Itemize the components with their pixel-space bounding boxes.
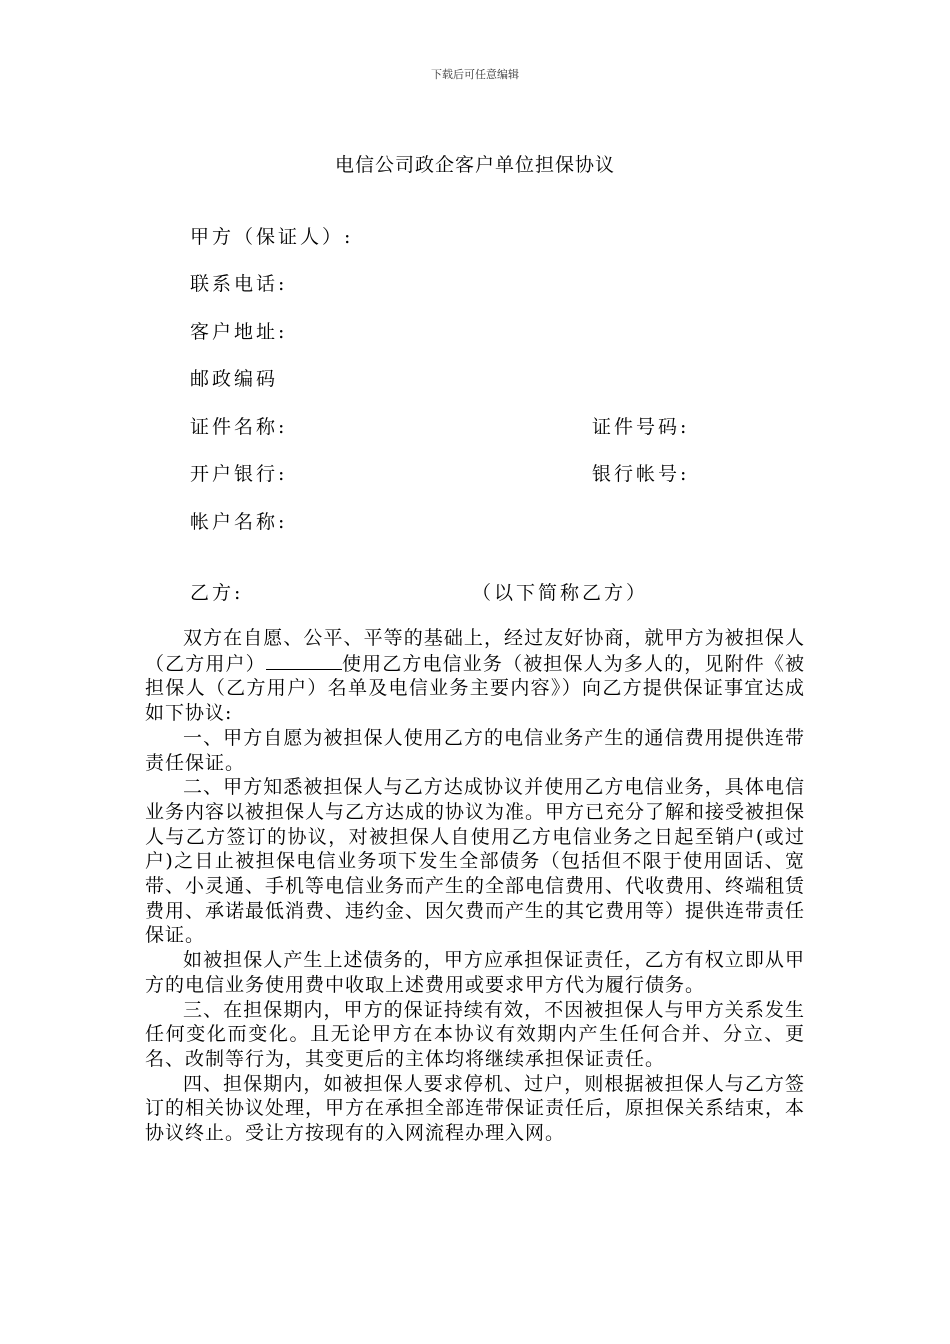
agreement-body [145, 626, 805, 1146]
party-a-label: 甲方（保证人）: [190, 226, 354, 248]
intro-text-after-blank: 使用乙方电信业务（被担保人为多人的，见附件《被担保人（乙方用户）名单及电信业务主要内容》）向乙方提供保证事宜达成如下协议: [145, 652, 805, 725]
id-type-label: 证件名称: [190, 416, 288, 438]
address-label: 客户地址: [190, 321, 288, 343]
paragraph-clause-3: 三、在担保期内，甲方的保证持续有效，不因被担保人与甲方关系发生任何变化而变化。且无论甲方在本协议有效期内产生任何合并、分立、更名、改制等行为，其变更后的主体均将继续承担保证责任。 [145, 998, 805, 1070]
id-number-label: 证件号码: [592, 416, 690, 438]
guarantee-blank-field [266, 651, 342, 670]
bank-label: 开户银行: [190, 463, 288, 485]
paragraph-clause-2-cont: 如被担保人产生上述债务的，甲方应承担保证责任，乙方有权立即从甲方的电信业务使用费中收取上述费用或要求甲方代为履行债务。 [145, 949, 805, 996]
document-title: 电信公司政企客户单位担保协议 [334, 154, 615, 176]
party-b-label: 乙方: [190, 582, 244, 604]
postcode-label: 邮政编码 [190, 368, 279, 390]
paragraph-clause-1: 一、甲方自愿为被担保人使用乙方的电信业务产生的通信费用提供连带责任保证。 [145, 726, 805, 774]
party-b-note: （以下简称乙方） [472, 582, 649, 604]
account-name-label: 帐户名称: [190, 511, 288, 533]
header-note: 下载后可任意编辑 [431, 68, 519, 81]
bank-account-label: 银行帐号: [592, 463, 690, 485]
paragraph-clause-4: 四、担保期内，如被担保人要求停机、过户，则根据被担保人与乙方签订的相关协议处理，甲方在承担全部连带保证责任后，原担保关系结束，本协议终止。受让方按现有的入网流程办理入网。 [145, 1072, 806, 1145]
paragraph-intro [145, 626, 805, 726]
paragraph-clause-2: 二、甲方知悉被担保人与乙方达成协议并使用乙方电信业务，具体电信业务内容以被担保人与乙方达成的协议为准。甲方已充分了解和接受被担保人与乙方签订的协议，对被担保人自使用乙方电信业务之日起至销户(或过户)之日止被担保电信业务项下发生全部债务（包括但不限于使用固话、宽带、小灵通、手机等电信业务而产生的全部电信费用、代收费用、终端租赁费用、承诺最低消费、违约金、因欠费而产生的其它费用等）提供连带责任保证。 [145, 776, 806, 947]
intro-text-before-blank: 双方在自愿、公平、平等的基础上，经过友好协商，就甲方为被担保人（乙方用户） [145, 627, 805, 675]
phone-label: 联系电话: [190, 273, 288, 295]
